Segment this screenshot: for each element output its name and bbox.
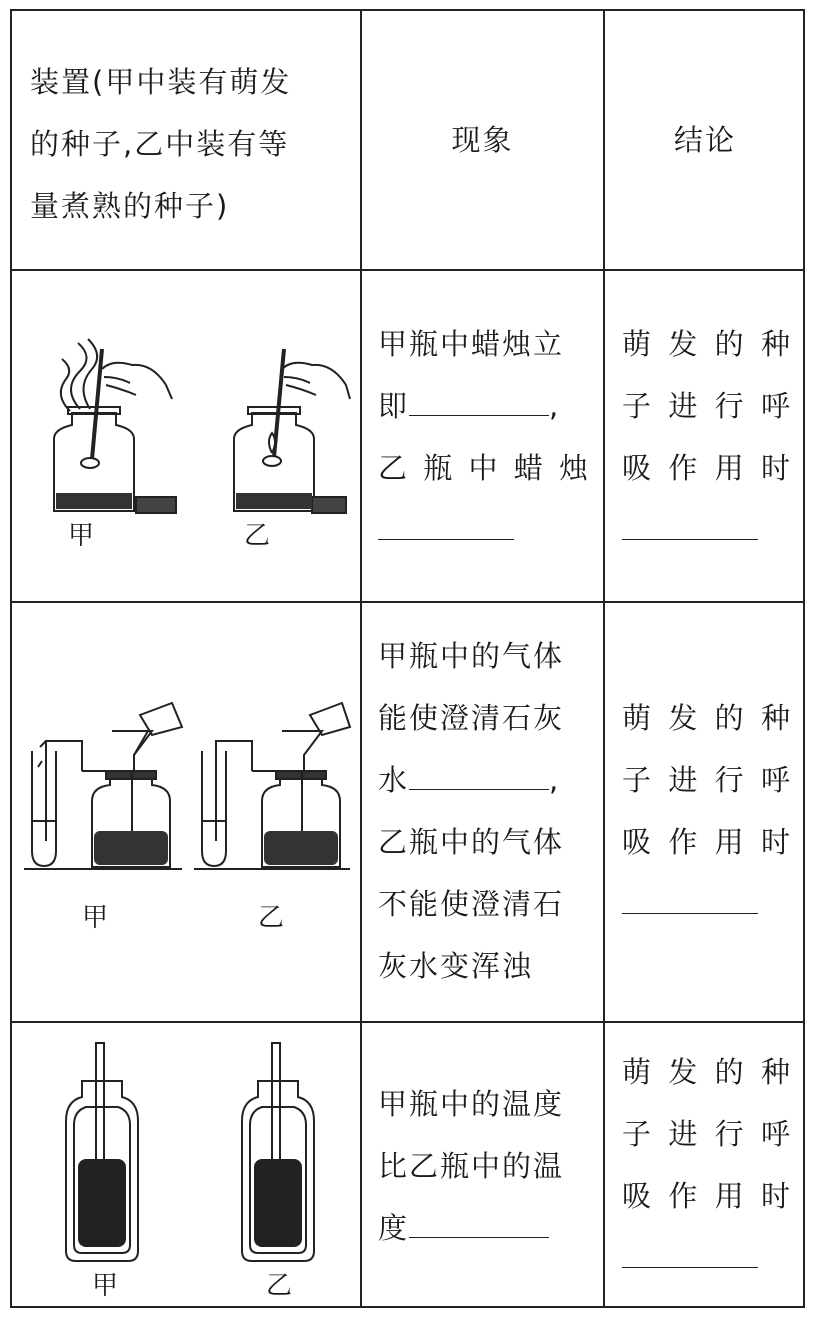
phenomenon-line — [378, 749, 590, 811]
label-jia: 甲 — [82, 903, 109, 933]
header-conclusion: 结论 — [673, 123, 736, 157]
row2-phenomenon — [378, 625, 590, 997]
conclusion-line — [622, 873, 792, 935]
row3-phenomenon — [378, 1073, 590, 1259]
conclusion-line: 萌发的种 — [622, 1055, 792, 1089]
column-divider — [360, 11, 362, 1306]
seeds-yi — [236, 493, 312, 509]
row3-conclusion — [622, 1041, 792, 1289]
phenomenon-line — [378, 1197, 590, 1259]
conclusion-line: 萌发的种 — [622, 701, 792, 735]
header-device-cell — [30, 51, 350, 237]
conclusion-line — [622, 1227, 792, 1289]
conclusion-line — [622, 499, 792, 561]
phenomenon-line — [378, 499, 590, 561]
answer-blank[interactable] — [409, 393, 549, 416]
test-tube-jia — [32, 751, 56, 866]
phenomenon-line: 甲瓶中蜡烛立 — [378, 327, 565, 361]
phenomenon-line: 乙瓶中蜡烛 — [378, 451, 590, 485]
seeds-yi — [264, 831, 338, 865]
seeds-jia — [56, 493, 132, 509]
label-jia: 甲 — [68, 521, 95, 551]
answer-blank[interactable] — [622, 1245, 758, 1268]
seeds-jia — [94, 831, 168, 865]
phenomenon-line — [378, 375, 590, 437]
seeds-yi — [254, 1159, 302, 1247]
row2-conclusion — [622, 687, 792, 935]
funnel — [112, 731, 152, 773]
label-yi: 乙 — [266, 1271, 293, 1301]
answer-blank[interactable] — [378, 517, 514, 540]
header-device-line: 的种子,乙中装有等 — [30, 127, 290, 161]
conclusion-line: 子进行呼 — [622, 389, 792, 423]
text-segment: , — [549, 389, 561, 423]
seeds-jia — [78, 1159, 126, 1247]
row1-phenomenon — [378, 313, 590, 561]
candle-flame — [269, 433, 275, 453]
label-jia: 甲 — [92, 1271, 119, 1301]
answer-blank[interactable] — [409, 1215, 549, 1238]
text-segment: 度 — [378, 1211, 410, 1245]
phenomenon-line: 不能使澄清石 — [378, 887, 565, 921]
label-yi: 乙 — [258, 903, 285, 933]
phenomenon-line: 灰水变浑浊 — [378, 949, 534, 983]
test-tube-yi — [202, 751, 226, 866]
row-divider — [12, 601, 803, 603]
label-yi: 乙 — [244, 521, 271, 551]
column-divider — [603, 11, 605, 1306]
jar-lid — [136, 497, 176, 513]
thermos-experiment-illustration — [52, 1041, 332, 1265]
phenomenon-line: 乙瓶中的气体 — [378, 825, 565, 859]
row-divider — [12, 1021, 803, 1023]
phenomenon-line: 比乙瓶中的温 — [378, 1149, 565, 1183]
text-segment: 即 — [378, 389, 410, 423]
experiment-table — [10, 9, 805, 1308]
header-phenomenon: 现象 — [451, 123, 514, 157]
hand — [102, 363, 172, 399]
conclusion-line: 萌发的种 — [622, 327, 792, 361]
phenomenon-line: 能使澄清石灰 — [378, 701, 565, 735]
row-divider — [12, 269, 803, 271]
answer-blank[interactable] — [622, 891, 758, 914]
conclusion-line: 吸作用时 — [622, 825, 792, 859]
phenomenon-line: 甲瓶中的温度 — [378, 1087, 565, 1121]
conclusion-line: 吸作用时 — [622, 451, 792, 485]
phenomenon-line: 甲瓶中的气体 — [378, 639, 565, 673]
conclusion-line: 子进行呼 — [622, 1117, 792, 1151]
text-segment: , — [549, 763, 561, 797]
answer-blank[interactable] — [409, 767, 549, 790]
limewater-experiment-illustration — [22, 691, 352, 881]
header-device-line: 装置(甲中装有萌发 — [30, 65, 292, 99]
answer-blank[interactable] — [622, 517, 758, 540]
row1-conclusion — [622, 313, 792, 561]
text-segment: 水 — [378, 763, 410, 797]
header-device-line: 量煮熟的种子) — [30, 189, 230, 223]
conclusion-line: 吸作用时 — [622, 1179, 792, 1213]
conclusion-line: 子进行呼 — [622, 763, 792, 797]
